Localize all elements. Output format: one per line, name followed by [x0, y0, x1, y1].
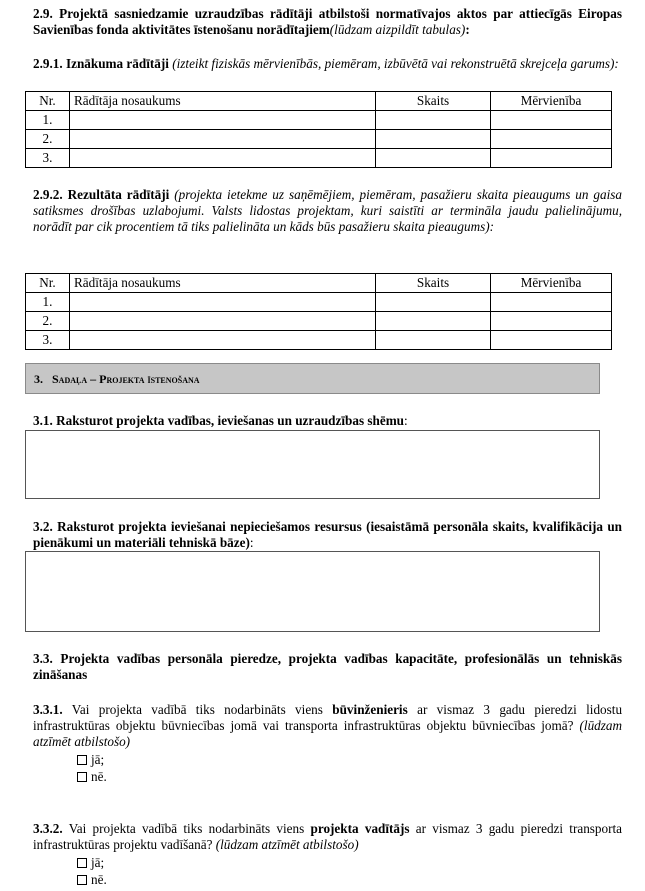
option-label: jā;	[91, 855, 105, 870]
section-3-2-title: 3.2. Raksturot projekta ieviešanai nepieciešamos resursus (iesaistāmā personāla skaits, kvalifikācija un pienākumi un materiāli tehniskā bāze)	[33, 519, 622, 550]
option-no-3-3-2[interactable]	[77, 872, 107, 888]
column-header-unit: Mērvienība	[491, 92, 612, 111]
unit-cell[interactable]	[491, 312, 612, 331]
name-cell[interactable]	[70, 111, 376, 130]
section-3-2-label	[33, 519, 622, 551]
count-cell[interactable]	[376, 331, 491, 350]
section-2-9-hint: (lūdzam aizpildīt tabulas)	[329, 22, 466, 37]
question-3-3-1-text-b: ar vismaz 3 gadu pieredzi lidostu infrastruktūras objektu būvniecības jomā vai transporta infrastruktūras objektu būvniecības jomā?	[33, 702, 623, 733]
count-cell[interactable]	[376, 149, 491, 168]
table-row	[26, 312, 612, 331]
column-header-name: Rādītāja nosaukums	[70, 274, 376, 293]
name-cell[interactable]	[70, 130, 376, 149]
section-3-number: 3.	[34, 371, 43, 386]
question-3-3-2-hint: (lūdzam atzīmēt atbilstošo)	[215, 837, 359, 852]
section-2-9-2-hint: (projekta ietekme uz saņēmējiem, piemēram, pasažieru skaita pieaugums un gaisa satiksmes drošības uzlabojumi. Valsts lidostas projektam, kuri saistīti ar termināla jaudu palielinājumu, norādīt par cik procentiem tā tiks palielināta un kāds būs pasažieru skaita pieaugums):	[33, 187, 623, 234]
question-3-3-1-keyword: būvinženieris	[332, 702, 408, 717]
checkbox-no-3-3-2[interactable]	[77, 875, 87, 885]
table-row	[26, 149, 612, 168]
section-2-9-heading	[33, 6, 622, 38]
management-scheme-textbox[interactable]	[25, 430, 600, 499]
count-cell[interactable]	[376, 130, 491, 149]
resources-textbox[interactable]	[25, 551, 600, 632]
count-cell[interactable]	[376, 293, 491, 312]
column-header-count: Skaits	[376, 274, 491, 293]
table-row	[26, 331, 612, 350]
section-2-9-1-title: 2.9.1. Iznākuma rādītāji	[33, 56, 169, 71]
unit-cell[interactable]	[491, 149, 612, 168]
question-3-3-2-text-b: ar vismaz 3 gadu pieredzi transporta infrastruktūras projektu vadīšanā?	[33, 821, 623, 852]
section-2-9-2-title: 2.9.2. Rezultāta rādītāji	[33, 187, 170, 202]
name-cell[interactable]	[70, 312, 376, 331]
row-number: 1.	[26, 293, 70, 312]
column-header-name: Rādītāja nosaukums	[70, 92, 376, 111]
column-header-count: Skaits	[376, 92, 491, 111]
table-header-row	[26, 92, 612, 111]
row-number: 2.	[26, 130, 70, 149]
unit-cell[interactable]	[491, 111, 612, 130]
option-yes-3-3-1[interactable]	[77, 752, 104, 768]
table-row	[26, 111, 612, 130]
column-header-nr: Nr.	[26, 92, 70, 111]
table-row	[26, 293, 612, 312]
unit-cell[interactable]	[491, 130, 612, 149]
column-header-nr: Nr.	[26, 274, 70, 293]
section-3-3-title: 3.3. Projekta vadības personāla pieredze, projekta vadības kapacitāte, profesionālās un tehniskās zināšanas	[33, 651, 622, 682]
option-yes-3-3-2[interactable]	[77, 855, 104, 871]
question-3-3-1-text-a: Vai projekta vadībā tiks nodarbināts viens	[71, 702, 323, 717]
row-number: 2.	[26, 312, 70, 331]
question-3-3-2	[33, 821, 622, 853]
section-2-9-1-label	[33, 56, 622, 72]
question-3-3-2-keyword: projekta vadītājs	[310, 821, 410, 836]
section-3-2-colon: :	[249, 535, 254, 550]
section-2-9-2-label	[33, 187, 622, 235]
option-label: nē.	[91, 769, 107, 784]
question-3-3-1-number: 3.3.1.	[33, 702, 63, 717]
result-indicators-table	[25, 273, 612, 350]
name-cell[interactable]	[70, 331, 376, 350]
name-cell[interactable]	[70, 149, 376, 168]
section-2-9-1-hint: (izteikt fiziskās mērvienībās, piemēram, izbūvētā vai rekonstruētā skrejceļa garums):	[172, 56, 619, 71]
row-number: 3.	[26, 149, 70, 168]
checkbox-yes-3-3-2[interactable]	[77, 858, 87, 868]
question-3-3-2-text-a: Vai projekta vadībā tiks nodarbināts viens	[68, 821, 305, 836]
section-3-1-title: 3.1. Raksturot projekta vadības, ieviešanas un uzraudzības shēmu	[33, 413, 405, 428]
question-3-3-2-number: 3.3.2.	[33, 821, 63, 836]
row-number: 1.	[26, 111, 70, 130]
table-row	[26, 130, 612, 149]
count-cell[interactable]	[376, 111, 491, 130]
column-header-unit: Mērvienība	[491, 274, 612, 293]
section-2-9-colon: :	[465, 22, 470, 37]
question-3-3-1	[33, 702, 622, 750]
section-2-9-title: 2.9. Projektā sasniedzamie uzraudzības rādītāji atbilstoši normatīvajos aktos par attiecīgās Eiropas Savienības fonda aktivitātes īstenošanu norādītajiem	[33, 6, 622, 37]
section-3-1-colon: :	[404, 413, 408, 428]
unit-cell[interactable]	[491, 331, 612, 350]
table-header-row	[26, 274, 612, 293]
section-3-header-bar	[25, 363, 600, 394]
question-3-3-1-hint: (lūdzam atzīmēt atbilstošo)	[33, 718, 623, 749]
section-3-1-label	[33, 413, 622, 429]
section-3-title: Sadaļa – Projekta īstenošana	[52, 371, 200, 386]
name-cell[interactable]	[70, 293, 376, 312]
output-indicators-table	[25, 91, 612, 168]
count-cell[interactable]	[376, 312, 491, 331]
option-label: nē.	[91, 872, 107, 887]
checkbox-yes-3-3-1[interactable]	[77, 755, 87, 765]
checkbox-no-3-3-1[interactable]	[77, 772, 87, 782]
unit-cell[interactable]	[491, 293, 612, 312]
section-3-3-label	[33, 651, 622, 683]
option-label: jā;	[91, 752, 105, 767]
row-number: 3.	[26, 331, 70, 350]
option-no-3-3-1[interactable]	[77, 769, 107, 785]
